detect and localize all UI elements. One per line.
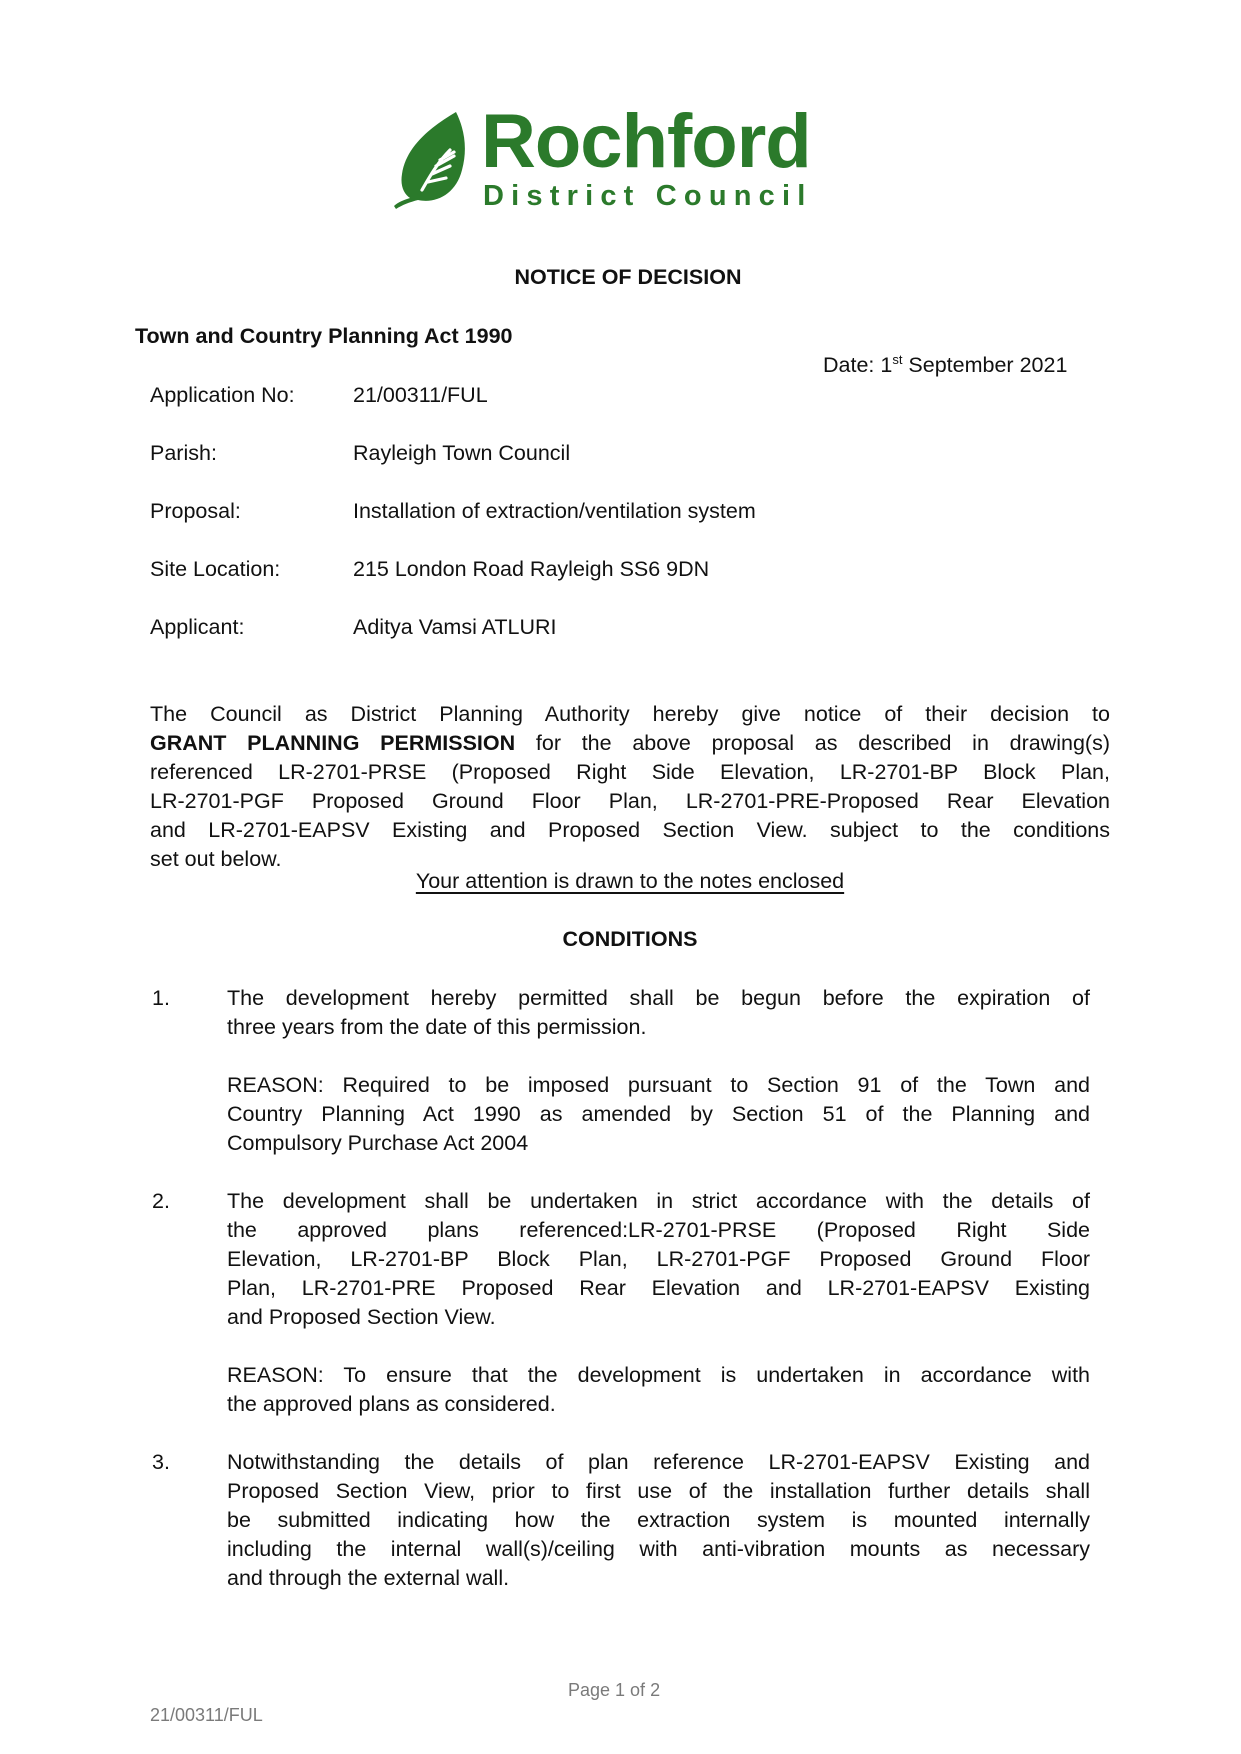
decision-date — [823, 351, 1067, 382]
page-title: NOTICE OF DECISION — [514, 265, 742, 289]
field-label-site-location: Site Location: — [150, 557, 281, 581]
condition-text-line: and through the external wall. — [227, 1566, 510, 1590]
logo-name: Rochford — [481, 99, 811, 184]
condition-number: 1. — [152, 986, 170, 1010]
field-value-proposal: Installation of extraction/ventilation system — [353, 499, 756, 523]
field-value-applicant: Aditya Vamsi ATLURI — [353, 615, 557, 639]
field-value-application-no: 21/00311/FUL — [353, 383, 488, 407]
decision-line: LR-2701-PGF Proposed Ground Floor Plan, LR-2701-PRE-Proposed Rear Elevation — [150, 789, 1110, 813]
leaf-icon — [392, 112, 468, 210]
condition-text-line: three years from the date of this permission. — [227, 1015, 647, 1039]
condition-number: 3. — [152, 1450, 170, 1474]
conditions-heading: CONDITIONS — [562, 927, 698, 951]
decision-line: set out below. — [150, 847, 282, 871]
condition-text-line: The development hereby permitted shall be begun before the expiration of — [227, 986, 1090, 1010]
date-prefix: Date: 1 — [823, 353, 893, 377]
condition-reason-line: REASON: Required to be imposed pursuant to Section 91 of the Town and — [227, 1073, 1090, 1097]
condition-text-line: Elevation, LR-2701-BP Block Plan, LR-2701-PGF Proposed Ground Floor — [227, 1247, 1090, 1271]
condition-reason-line: REASON: To ensure that the development is undertaken in accordance with — [227, 1363, 1090, 1387]
footer-reference: 21/00311/FUL — [150, 1705, 263, 1725]
condition-text-line: Plan, LR-2701-PRE Proposed Rear Elevation and LR-2701-EAPSV Existing — [227, 1276, 1090, 1300]
notes-enclosed-notice: Your attention is drawn to the notes enclosed — [415, 869, 845, 893]
condition-number: 2. — [152, 1189, 170, 1213]
field-label-parish: Parish: — [150, 441, 217, 465]
decision-line: referenced LR-2701-PRSE (Proposed Right Side Elevation, LR-2701-BP Block Plan, — [150, 760, 1110, 784]
condition-text-line: The development shall be undertaken in strict accordance with the details of — [227, 1189, 1090, 1213]
logo-subtitle: District Council — [483, 180, 813, 212]
field-label-application-no: Application No: — [150, 383, 295, 407]
field-label-proposal: Proposal: — [150, 499, 241, 523]
condition-text-line: the approved plans referenced:LR-2701-PRSE (Proposed Right Side — [227, 1218, 1090, 1242]
condition-text-line: be submitted indicating how the extraction system is mounted internally — [227, 1508, 1090, 1532]
decision-line-text: for the above proposal as described in drawing(s) — [535, 731, 1110, 755]
date-ordinal: st — [892, 352, 903, 367]
grant-permission-phrase: GRANT PLANNING PERMISSION — [150, 731, 516, 755]
condition-text-line: and Proposed Section View. — [227, 1305, 496, 1329]
condition-text-line: Proposed Section View, prior to first use of the installation further details shall — [227, 1479, 1090, 1503]
condition-text-line: Notwithstanding the details of plan reference LR-2701-EAPSV Existing and — [227, 1450, 1090, 1474]
decision-line — [150, 729, 1110, 758]
condition-text-line: including the internal wall(s)/ceiling with anti-vibration mounts as necessary — [227, 1537, 1090, 1561]
condition-reason-line: the approved plans as considered. — [227, 1392, 556, 1416]
decision-line: The Council as District Planning Authority hereby give notice of their decision to — [150, 702, 1110, 726]
field-value-site-location: 215 London Road Rayleigh SS6 9DN — [353, 557, 710, 581]
act-heading: Town and Country Planning Act 1990 — [135, 324, 513, 348]
field-label-applicant: Applicant: — [150, 615, 245, 639]
field-value-parish: Rayleigh Town Council — [353, 441, 571, 465]
date-suffix: September 2021 — [902, 353, 1068, 377]
page-number: Page 1 of 2 — [568, 1680, 661, 1700]
condition-reason-line: Compulsory Purchase Act 2004 — [227, 1131, 529, 1155]
condition-reason-line: Country Planning Act 1990 as amended by Section 51 of the Planning and — [227, 1102, 1090, 1126]
decision-line: and LR-2701-EAPSV Existing and Proposed Section View. subject to the conditions — [150, 818, 1110, 842]
council-logo — [390, 99, 830, 212]
